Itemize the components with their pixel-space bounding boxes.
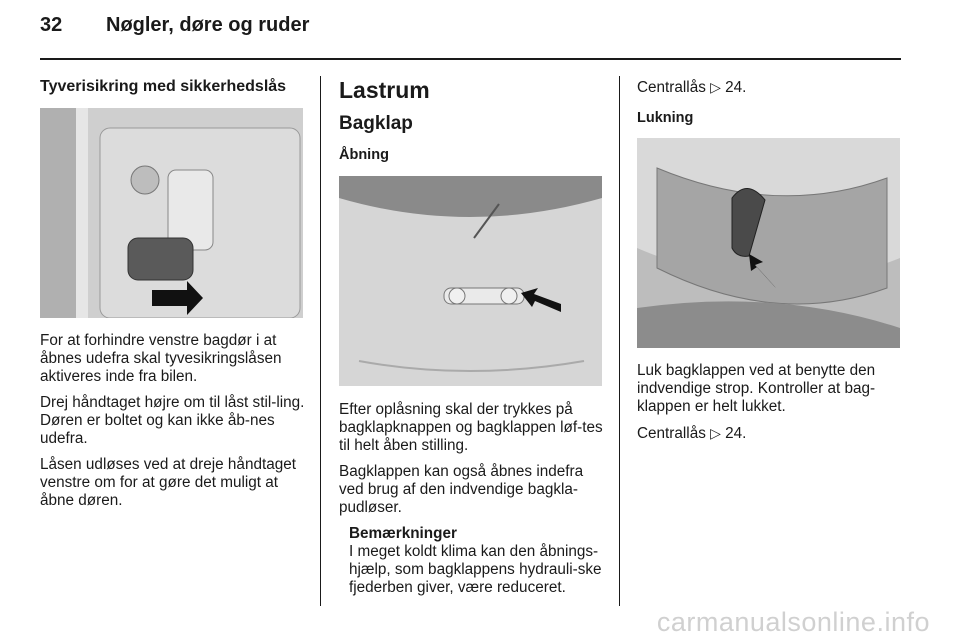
note-heading: Bemærkninger: [349, 525, 457, 542]
left-text: [40, 332, 310, 518]
paragraph: For at forhindre venstre bagdør i at åbnes udefra skal tyvesikringslåsen aktiveres inde fra bilen.: [40, 332, 282, 385]
page-header: [40, 14, 309, 37]
triangle-right-icon: ▷: [710, 79, 721, 95]
note-text: I meget koldt klima kan den åbnings-hjælp, som bagklappens hydrauli-ske fjederben giver, være reduceret.: [349, 543, 602, 596]
section-heading-theft-lock: Tyverisikring med sikkerhedslås: [40, 78, 287, 95]
right-column-top: [637, 78, 902, 127]
paragraph: Låsen udløses ved at dreje håndtaget venstre om for at gøre det muligt at åbne døren.: [40, 456, 296, 509]
left-column: [40, 78, 310, 96]
subheading-tailgate: Bagklap: [339, 113, 413, 134]
paragraph: Bagklappen kan også åbnes indefra ved brug af den indvendige bagkla-pudløser.: [339, 463, 584, 516]
watermark: carmanualsonline.info: [656, 607, 930, 637]
right-text: [637, 362, 902, 451]
middle-text: [339, 401, 607, 597]
figure-tailgate-strap: [637, 138, 900, 348]
note-block: [339, 525, 607, 597]
cross-reference: Centrallås ▷ 24.: [637, 79, 747, 96]
column-divider-right: [619, 76, 620, 606]
subheading-opening: Åbning: [339, 147, 389, 163]
cross-reference: Centrallås ▷ 24.: [637, 425, 747, 442]
figure-door-lock: [40, 108, 303, 318]
paragraph: Luk bagklappen ved at benytte den indvendige strop. Kontroller at bag-klappen er helt lukket.: [637, 362, 876, 415]
figure-tailgate-handle: [339, 176, 602, 386]
triangle-right-icon: ▷: [710, 425, 721, 441]
subheading-closing: Lukning: [637, 110, 694, 126]
header-rule: [40, 58, 901, 60]
page-number: 32: [40, 14, 63, 36]
column-divider-left: [320, 76, 321, 606]
paragraph: Efter oplåsning skal der trykkes på bagklapknappen og bagklappen løf-tes til helt åben stilling.: [339, 401, 603, 454]
middle-column-headings: [339, 76, 607, 164]
paragraph: Drej håndtaget højre om til låst stil-ling. Døren er boltet og kan ikke åb-nes udefra.: [40, 394, 305, 447]
section-heading-cargo: Lastrum: [339, 77, 430, 103]
page-title: Nøgler, døre og ruder: [106, 14, 310, 36]
